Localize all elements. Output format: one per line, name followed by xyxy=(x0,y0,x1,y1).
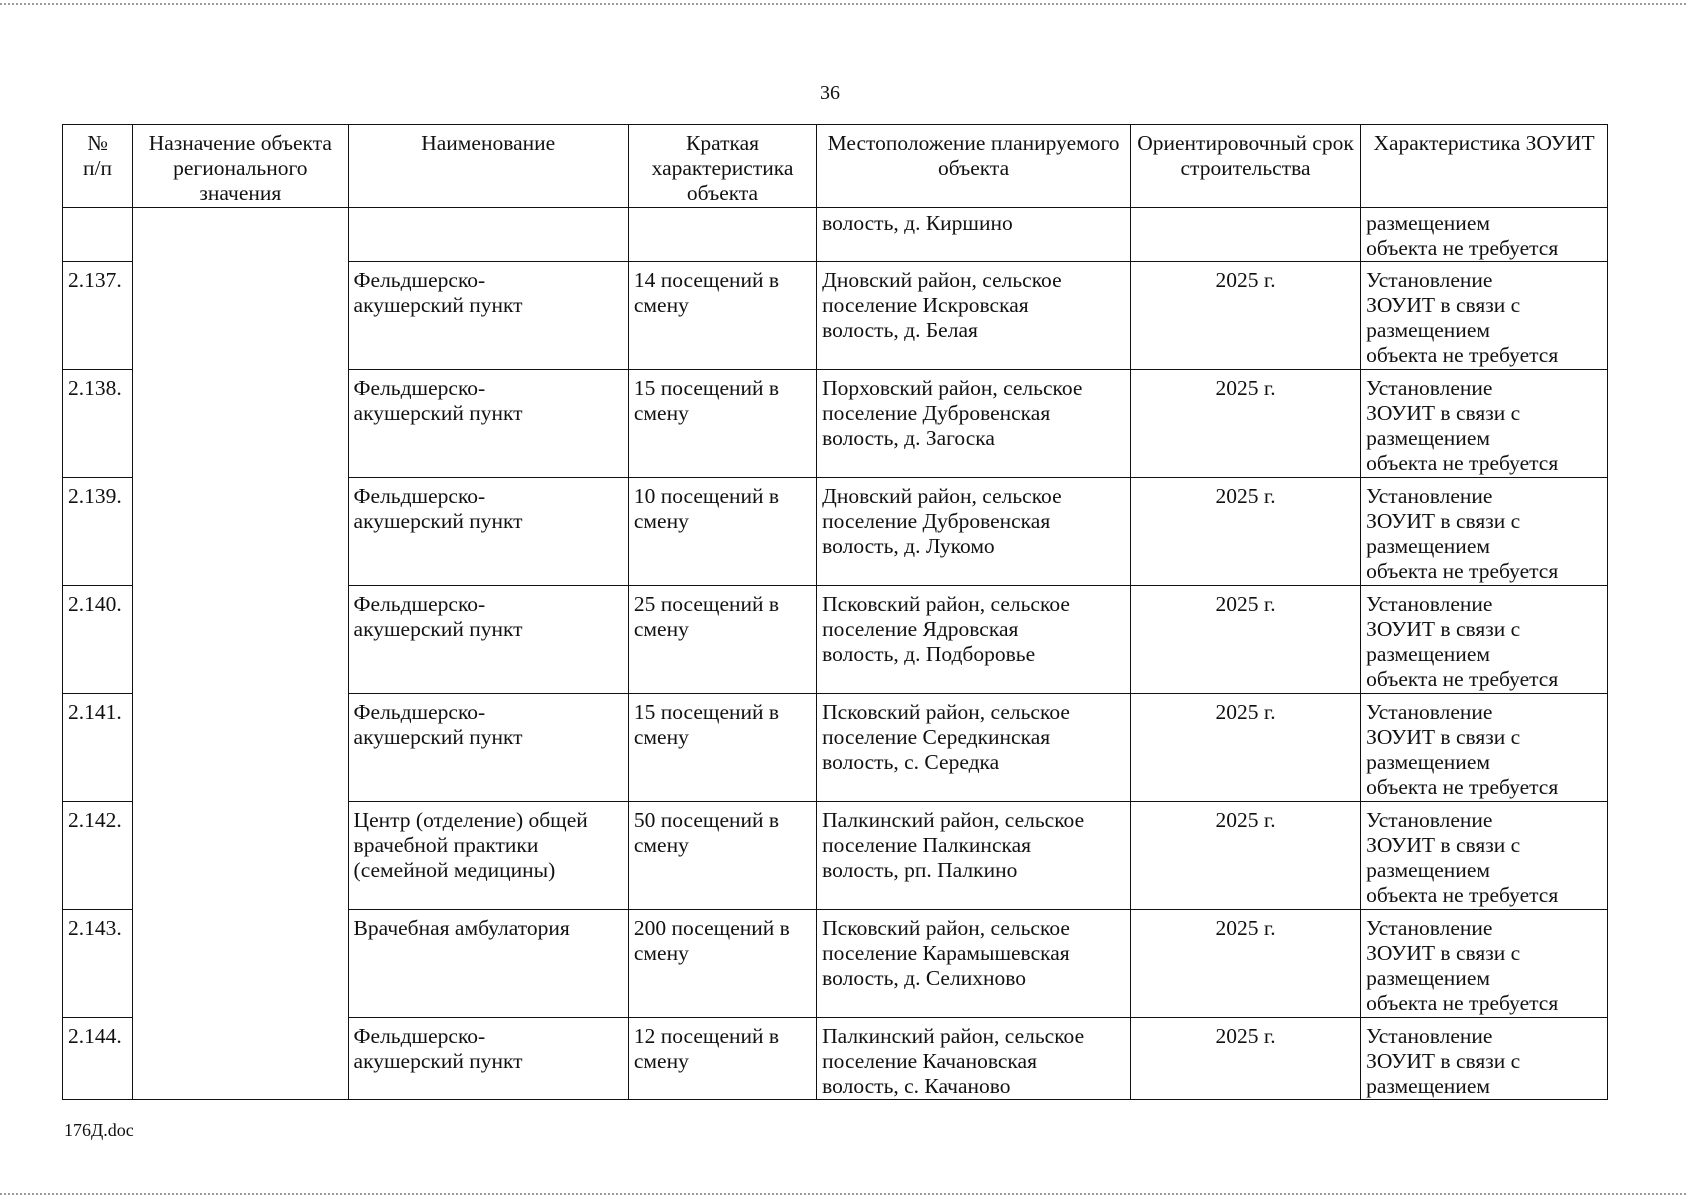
cell-zouit: Установление ЗОУИТ в связи с размещением объекта не требуется xyxy=(1361,262,1608,370)
cell-purpose xyxy=(133,208,348,1100)
cell-name: Фельдшерско- акушерский пункт xyxy=(348,478,628,586)
cell-num: 2.143. xyxy=(63,910,133,1018)
cell-term xyxy=(1130,208,1360,262)
cell-brief: 14 посещений в смену xyxy=(628,262,816,370)
cell-brief: 15 посещений в смену xyxy=(628,370,816,478)
cell-zouit: Установление ЗОУИТ в связи с размещением объекта не требуется xyxy=(1361,370,1608,478)
page-number: 36 xyxy=(820,82,840,104)
cell-name: Фельдшерско- акушерский пункт xyxy=(348,370,628,478)
footer-filename: 176Д.doc xyxy=(64,1120,134,1140)
header-num: № п/п xyxy=(63,125,133,208)
table-body xyxy=(63,208,1608,1100)
cell-num: 2.142. xyxy=(63,802,133,910)
table-header xyxy=(63,125,1608,208)
cell-name: Фельдшерско- акушерский пункт xyxy=(348,1018,628,1100)
cell-zouit: Установление ЗОУИТ в связи с размещением объекта не требуется xyxy=(1361,694,1608,802)
cell-term: 2025 г. xyxy=(1130,1018,1360,1100)
cell-term: 2025 г. xyxy=(1130,262,1360,370)
cell-num: 2.137. xyxy=(63,262,133,370)
cell-location: Дновский район, сельское поселение Искровская волость, д. Белая xyxy=(817,262,1131,370)
header-brief: Краткая характеристика объекта xyxy=(628,125,816,208)
cell-num: 2.138. xyxy=(63,370,133,478)
cell-name: Центр (отделение) общей врачебной практики (семейной медицины) xyxy=(348,802,628,910)
cell-location: Дновский район, сельское поселение Дубровенская волость, д. Лукомо xyxy=(817,478,1131,586)
header-row xyxy=(63,125,1608,208)
cell-term: 2025 г. xyxy=(1130,586,1360,694)
cell-brief: 200 посещений в смену xyxy=(628,910,816,1018)
cell-name xyxy=(348,208,628,262)
cell-location: Порховский район, сельское поселение Дубровенская волость, д. Загоска xyxy=(817,370,1131,478)
cell-location: Псковский район, сельское поселение Середкинская волость, с. Середка xyxy=(817,694,1131,802)
cell-location: волость, д. Киршино xyxy=(817,208,1131,262)
cell-term: 2025 г. xyxy=(1130,370,1360,478)
cell-num: 2.140. xyxy=(63,586,133,694)
cell-location: Псковский район, сельское поселение Карамышевская волость, д. Селихново xyxy=(817,910,1131,1018)
scan-edge-top xyxy=(0,3,1686,5)
cell-brief: 10 посещений в смену xyxy=(628,478,816,586)
cell-location: Палкинский район, сельское поселение Качановская волость, с. Качаново xyxy=(817,1018,1131,1100)
cell-zouit: Установление ЗОУИТ в связи с размещением объекта не требуется xyxy=(1361,802,1608,910)
cell-brief xyxy=(628,208,816,262)
header-term: Ориентировочный срок строительства xyxy=(1130,125,1360,208)
cell-name: Фельдшерско- акушерский пункт xyxy=(348,262,628,370)
header-zouit: Характеристика ЗОУИТ xyxy=(1361,125,1608,208)
header-name: Наименование xyxy=(348,125,628,208)
cell-location: Псковский район, сельское поселение Ядровская волость, д. Подборовье xyxy=(817,586,1131,694)
cell-brief: 12 посещений в смену xyxy=(628,1018,816,1100)
header-location: Местоположение планируемого объекта xyxy=(817,125,1131,208)
cell-num: 2.141. xyxy=(63,694,133,802)
cell-zouit: размещением объекта не требуется xyxy=(1361,208,1608,262)
planning-table xyxy=(62,124,1608,1100)
cell-term: 2025 г. xyxy=(1130,478,1360,586)
cell-zouit: Установление ЗОУИТ в связи с размещением объекта не требуется xyxy=(1361,586,1608,694)
cell-location: Палкинский район, сельское поселение Палкинская волость, рп. Палкино xyxy=(817,802,1131,910)
cell-name: Врачебная амбулатория xyxy=(348,910,628,1018)
continuation-row xyxy=(63,208,1608,262)
cell-brief: 25 посещений в смену xyxy=(628,586,816,694)
cell-num xyxy=(63,208,133,262)
cell-name: Фельдшерско- акушерский пункт xyxy=(348,694,628,802)
cell-term: 2025 г. xyxy=(1130,694,1360,802)
cell-num: 2.144. xyxy=(63,1018,133,1100)
cell-zouit: Установление ЗОУИТ в связи с размещением объекта не требуется xyxy=(1361,478,1608,586)
cell-zouit: Установление ЗОУИТ в связи с размещением xyxy=(1361,1018,1608,1100)
cell-term: 2025 г. xyxy=(1130,910,1360,1018)
header-purpose: Назначение объекта регионального значения xyxy=(133,125,348,208)
cell-num: 2.139. xyxy=(63,478,133,586)
cell-term: 2025 г. xyxy=(1130,802,1360,910)
scan-edge-bottom xyxy=(0,1193,1686,1195)
cell-zouit: Установление ЗОУИТ в связи с размещением объекта не требуется xyxy=(1361,910,1608,1018)
cell-brief: 50 посещений в смену xyxy=(628,802,816,910)
cell-brief: 15 посещений в смену xyxy=(628,694,816,802)
cell-name: Фельдшерско- акушерский пункт xyxy=(348,586,628,694)
